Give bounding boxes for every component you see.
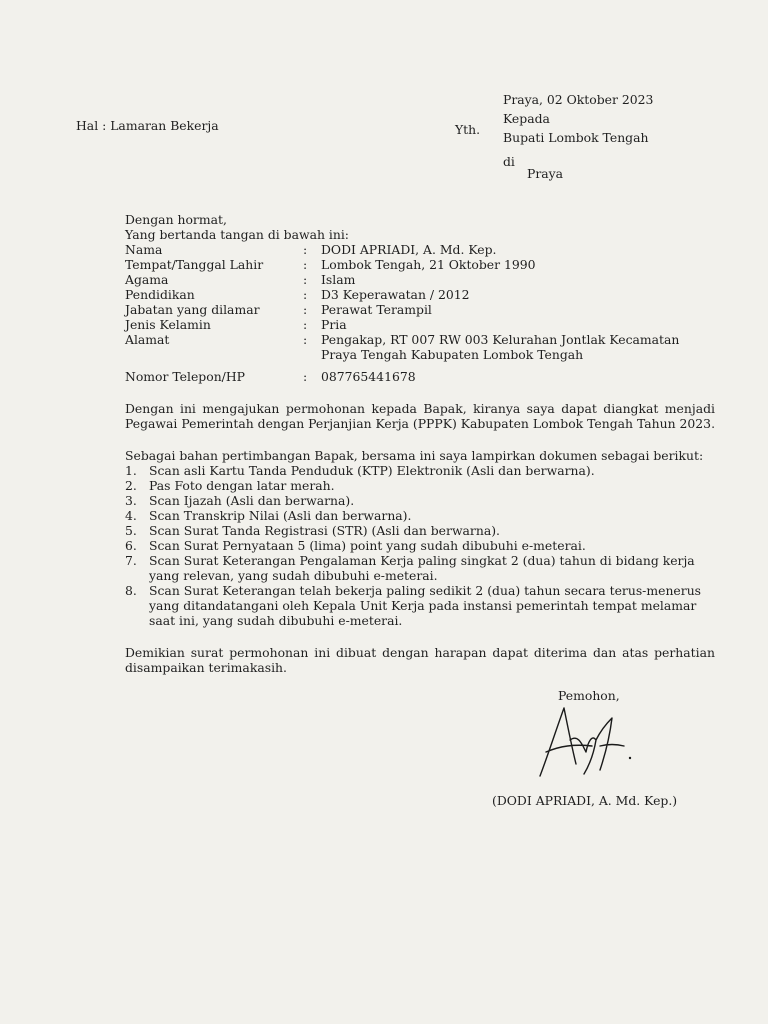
di-label: di [503, 154, 515, 169]
list-number: 6. [125, 538, 137, 553]
bio-label: Agama [125, 272, 169, 287]
addressee: Bupati Lombok Tengah [503, 130, 649, 145]
bio-value-name: DODI APRIADI, A. Md. Kep. [321, 242, 497, 257]
list-item [125, 478, 715, 493]
bio-label: Nomor Telepon/HP [125, 369, 245, 384]
bio-sep: : [303, 302, 308, 317]
list-text: Scan Ijazah (Asli dan berwarna). [149, 493, 355, 508]
list-text: Scan asli Kartu Tanda Penduduk (KTP) Elektronik (Asli dan berwarna). [149, 463, 595, 478]
bio-label: Alamat [125, 332, 170, 347]
list-text: Scan Surat Keterangan Pengalaman Kerja paling singkat 2 (dua) tahun di bidang kerja yang relevan, yang sudah dibubuhi e-meterai. [149, 553, 695, 583]
list-number: 2. [125, 478, 137, 493]
subject-line: Hal : Lamaran Bekerja [76, 118, 219, 133]
letter-body [125, 212, 715, 675]
greeting: Dengan hormat, [125, 212, 227, 227]
bio-sep: : [303, 317, 308, 332]
list-text: Scan Transkrip Nilai (Asli dan berwarna). [149, 508, 412, 523]
bio-value-phone: 087765441678 [321, 369, 416, 384]
bio-sep: : [303, 272, 308, 287]
list-number: 5. [125, 523, 137, 538]
bio-value-birth: Lombok Tengah, 21 Oktober 1990 [321, 257, 536, 272]
intro-line: Yang bertanda tangan di bawah ini: [125, 227, 349, 242]
bio-label: Pendidikan [125, 287, 195, 302]
bio-label: Jabatan yang dilamar [125, 302, 260, 317]
list-number: 1. [125, 463, 137, 478]
list-item [125, 508, 715, 523]
bio-label: Nama [125, 242, 163, 257]
list-item [125, 583, 715, 628]
bio-value-position: Perawat Terampil [321, 302, 432, 317]
attachments-list [125, 463, 715, 628]
list-text: Scan Surat Keterangan telah bekerja paling sedikit 2 (dua) tahun secara terus-menerus yang ditandatangani oleh Kepala Unit Kerja pada instansi pemerintah tempat melamar saat ini, yang sudah dibubuhi e-meterai. [149, 583, 702, 628]
request-paragraph: Dengan ini mengajukan permohonan kepada Bapak, kiranya saya dapat diangkat menjadi Pegawai Pemerintah dengan Perjanjian Kerja (PPPK) Kabupaten Lombok Tengah Tahun 2023. [125, 401, 716, 431]
list-item [125, 463, 715, 478]
bio-value-religion: Islam [321, 272, 356, 287]
yth-label: Yth. [455, 122, 481, 137]
list-number: 3. [125, 493, 137, 508]
kepada-label: Kepada [503, 111, 550, 126]
list-number: 8. [125, 583, 137, 598]
list-item [125, 538, 715, 553]
list-text: Scan Surat Tanda Registrasi (STR) (Asli dan berwarna). [149, 523, 500, 538]
bio-value-education: D3 Keperawatan / 2012 [321, 287, 470, 302]
place-date: Praya, 02 Oktober 2023 [503, 92, 654, 107]
destination-city: Praya [527, 166, 564, 181]
bio-sep: : [303, 332, 308, 347]
list-item [125, 553, 715, 583]
bio-label: Tempat/Tanggal Lahir [125, 257, 264, 272]
signoff-label: Pemohon, [558, 688, 620, 703]
bio-value-gender: Pria [321, 317, 347, 332]
bio-value-address: Pengakap, RT 007 RW 003 Kelurahan Jontlak Kecamatan Praya Tengah Kabupaten Lombok Tengah [321, 332, 680, 362]
applicant-details [125, 242, 715, 384]
bio-sep: : [303, 369, 308, 384]
bio-sep: : [303, 257, 308, 272]
list-number: 4. [125, 508, 137, 523]
list-number: 7. [125, 553, 137, 568]
bio-sep: : [303, 287, 308, 302]
list-text: Pas Foto dengan latar merah. [149, 478, 335, 493]
signer-name: (DODI APRIADI, A. Md. Kep.) [492, 793, 678, 808]
list-item [125, 493, 715, 508]
bio-label: Jenis Kelamin [125, 317, 211, 332]
date-addressee-block [503, 90, 653, 147]
attachments-intro: Sebagai bahan pertimbangan Bapak, bersama ini saya lampirkan dokumen sebagai berikut: [125, 448, 704, 463]
list-item [125, 523, 715, 538]
handwritten-signature [526, 700, 636, 782]
closing-paragraph: Demikian surat permohonan ini dibuat dengan harapan dapat diterima dan atas perhatian disampaikan terimakasih. [125, 645, 715, 675]
bio-sep: : [303, 242, 308, 257]
list-text: Scan Surat Pernyataan 5 (lima) point yang sudah dibubuhi e-meterai. [149, 538, 586, 553]
